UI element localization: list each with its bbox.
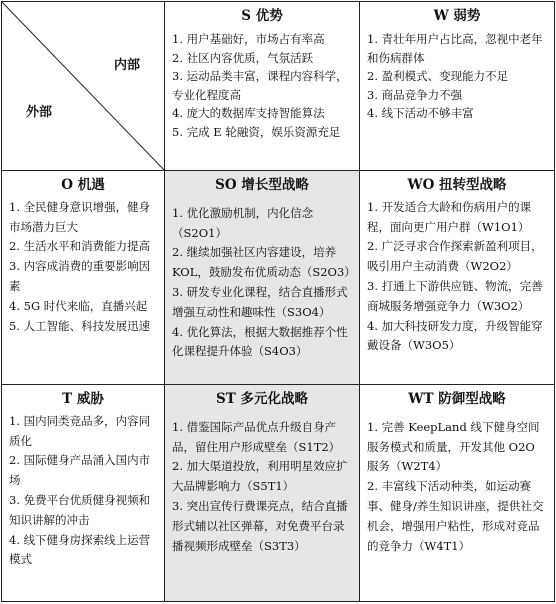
list-item: 2. 盈利模式、变现能力不足: [367, 69, 509, 84]
list-item: 4. 加大科技研发力度，升级智能穿戴设备（W3O5）: [367, 318, 543, 353]
list-item: 2. 继续加强社区内容建设，培养 KOL，鼓励发布优质动态（S2O3）: [172, 245, 356, 280]
cell-wt-strategy: [359, 384, 555, 602]
list-item: 3. 免费平台优质健身视频和知识讲解的冲击: [9, 492, 151, 527]
cell-opportunities: [1, 170, 165, 385]
list-item: 2. 社区内容优质，气氛活跃: [172, 50, 314, 65]
list-item: 1. 借鉴国际产品优点升级自身产品，留住用户形成壁垒（S1T2）: [172, 419, 341, 454]
internal-label: 内部: [114, 58, 141, 73]
list-item: 1. 国内同类竞品多，内容同质化: [9, 413, 151, 448]
list-item: 3. 突出宣传行费课亮点，结合直播形式辅以社区弹幕，对免费平台录播视频形成壁垒（S3T3）: [172, 498, 348, 553]
cell-st-strategy: [164, 384, 360, 602]
list-item: 5. 完成 E 轮融资，娱乐资源充足: [172, 125, 341, 140]
threats-title: T 威胁: [62, 391, 104, 407]
list-item: 1. 开发适合大龄和伤病用户的课程，面向更广用户群（W1O1）: [367, 199, 532, 234]
list-item: 2. 生活水平和消费能力提高: [9, 239, 151, 254]
list-item: 1. 全民健身意识增强，健身市场潜力巨大: [9, 199, 151, 234]
list-item: 5. 人工智能、科技发展迅速: [9, 318, 151, 333]
list-item: 3. 运动品类丰富，课程内容科学，专业化程度高: [172, 69, 348, 102]
list-item: 2. 国际健身产品涌入国内市场: [9, 453, 151, 488]
st-strategy-title: ST 多元化战略: [216, 391, 308, 407]
list-item: 3. 内容成消费的重要影响因素: [9, 259, 151, 293]
strengths-list: [165, 30, 359, 142]
so-strategy-title: SO 增长型战略: [215, 177, 309, 193]
cell-threats: [1, 384, 165, 602]
list-item: 3. 商品竞争力不强: [367, 87, 463, 102]
cell-so-strategy: [164, 170, 360, 385]
list-item: 4. 庞大的数据库支持智能算法: [172, 106, 325, 121]
strengths-title: S 优势: [241, 8, 283, 24]
wt-strategy-title: WT 防御型战略: [408, 391, 506, 407]
list-item: 1. 用户基础好，市场占有率高: [172, 31, 325, 46]
cell-weaknesses: [359, 1, 555, 171]
diagonal-divider: [2, 2, 166, 172]
threats-list: [2, 412, 164, 570]
list-item: 2. 丰富线下活动种类，如运动赛事、健身/养生知识讲座，提供社交机会，增强用户粘性，形成对竞品的竞争力（W4T1）: [367, 479, 544, 553]
cell-strengths: [164, 1, 360, 171]
opportunities-title: O 机遇: [61, 177, 105, 193]
list-item: 1. 优化激励机制，内化信念（S2O1）: [172, 205, 314, 240]
swot-matrix: [1, 1, 555, 602]
list-item: 2. 加大渠道投放，利用明星效应扩大品牌影响力（S5T1）: [172, 459, 348, 494]
list-item: 3. 打通上下游供应链、物流，完善商城服务增强竞争力（W3O2）: [367, 278, 543, 313]
wt-strategy-list: [360, 418, 554, 556]
external-label: 外部: [26, 105, 53, 120]
wo-strategy-title: WO 扭转型战略: [407, 177, 507, 193]
so-strategy-list: [165, 204, 359, 362]
list-item: 4. 优化算法，根据大数据推荐个性化课程提升体验（S4O3）: [172, 324, 348, 359]
wo-strategy-list: [360, 198, 554, 356]
list-item: 2. 广泛寻求合作探索新盈利项目，吸引用户主动消费（W2O2）: [367, 239, 543, 274]
st-strategy-list: [165, 418, 359, 556]
weaknesses-list: [360, 30, 554, 123]
list-item: 3. 研发专业化课程，结合直播形式增强互动性和趣味性（S3O4）: [172, 284, 348, 319]
list-item: 4. 线下活动不够丰富: [367, 106, 474, 121]
list-item: 1. 完善 KeepLand 线下健身空间服务模式和质量，开发其他 O2O 服务（W2T4）: [367, 419, 540, 474]
list-item: 4. 线下健身房探索线上运营模式: [9, 532, 151, 567]
weaknesses-title: W 弱势: [433, 8, 481, 24]
list-item: 4. 5G 时代来临，直播兴起: [9, 298, 148, 313]
opportunities-list: [2, 198, 164, 336]
cell-wo-strategy: [359, 170, 555, 385]
list-item: 1. 青壮年用户占比高，忽视中老年和伤病群体: [367, 31, 543, 65]
corner-cell: [1, 1, 165, 171]
